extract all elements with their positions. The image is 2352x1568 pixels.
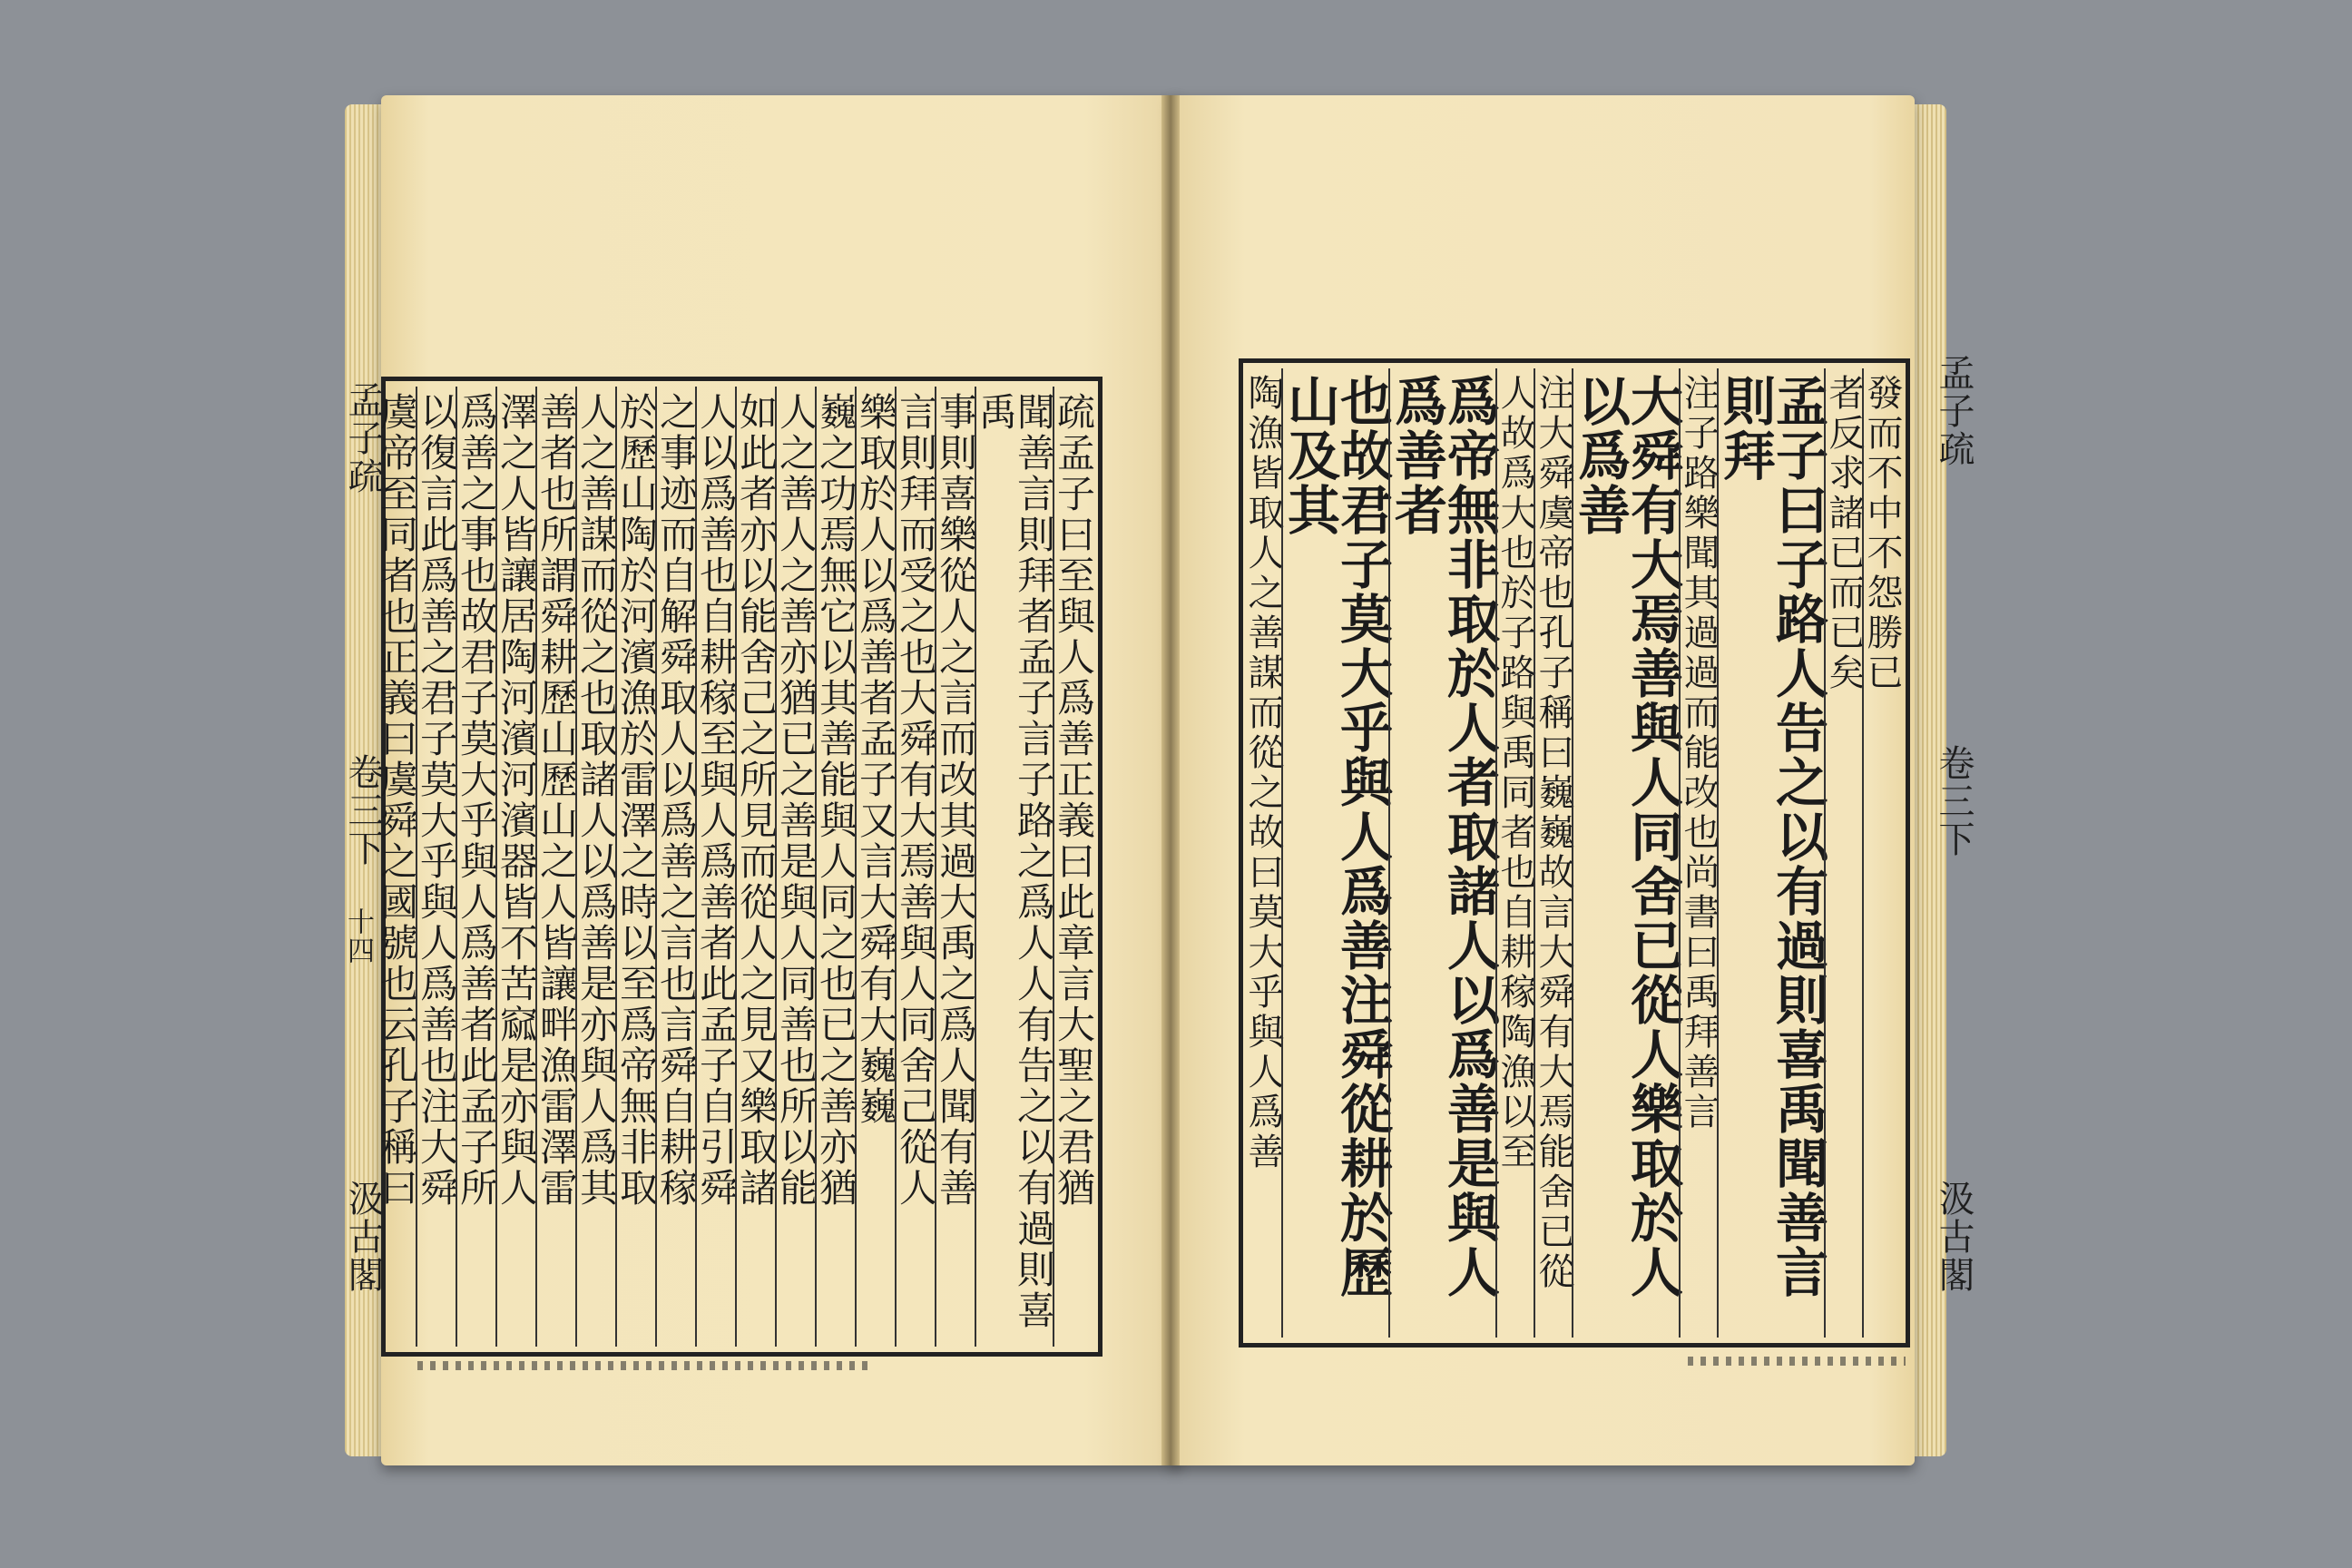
bleed-marks-right bbox=[1688, 1357, 1906, 1366]
left-text-column: 巍之功焉無它以其善能與人同之也已之善亦猶 bbox=[815, 387, 855, 1347]
right-text-column: 注子路樂聞其過過而能改也尚書曰禹拜善言 bbox=[1679, 368, 1717, 1338]
left-text-column: 人之善謀而從之也取諸人以爲善是亦與人爲其 bbox=[575, 387, 615, 1347]
left-margin-title: 孟子疏 bbox=[342, 381, 384, 495]
right-text-column: 大舜有大焉善與人同舍已從人樂取於人以爲善 bbox=[1572, 368, 1679, 1338]
left-text-column: 以復言此爲善之君子莫大乎與人爲善也注大舜 bbox=[416, 387, 456, 1347]
left-margin-chapter: 卷三下 bbox=[342, 753, 384, 867]
left-text-column: 事則喜樂從人之言而改其過大禹之爲人聞有善 bbox=[935, 387, 975, 1347]
right-text-column: 人故爲大也於子路與禹同者也自耕稼陶漁以至 bbox=[1495, 368, 1534, 1338]
left-text-column: 疏孟子曰至與人爲善正義曰此章言大聖之君猶 bbox=[1053, 387, 1093, 1347]
right-text-column: 爲帝無非取於人者取諸人以爲善是與人爲善者 bbox=[1388, 368, 1495, 1338]
bleed-marks-left bbox=[417, 1361, 871, 1370]
left-text-column: 爲善之事也故君子莫大乎與人爲善者此孟子所 bbox=[456, 387, 495, 1347]
left-text-column: 虞帝至同者也正義曰虞舜之國號也云孔子稱曰 bbox=[375, 392, 419, 1209]
left-margin-publisher: 汲古閣 bbox=[342, 1180, 384, 1294]
left-text-column: 善者也所謂舜耕歷山歷山之人皆讓畔漁雷澤雷 bbox=[535, 387, 575, 1347]
left-text-column: 澤之人皆讓居陶河濱河濱器皆不苦窳是亦與人 bbox=[495, 387, 535, 1347]
right-text-columns bbox=[1242, 368, 1903, 1338]
left-text-column: 人之善人之善亦猶已之善是與人同善也所以能 bbox=[775, 387, 815, 1347]
right-text-column: 注大舜虞帝也孔子稱曰巍巍故言大舜有大焉能舍已從 bbox=[1534, 368, 1572, 1338]
right-margin-publisher: 汲古閣 bbox=[1933, 1180, 1975, 1294]
right-margin-title: 孟子疏 bbox=[1933, 354, 1975, 468]
right-text-column: 發而不中不怨勝已 bbox=[1862, 368, 1900, 1338]
book-spine bbox=[1161, 95, 1180, 1465]
left-margin-page: 十四 bbox=[342, 907, 374, 965]
right-text-frame bbox=[1239, 358, 1910, 1348]
left-text-columns bbox=[375, 387, 1096, 1347]
right-text-column: 也故君子莫大乎與人爲善注舜從耕於歷山及其 bbox=[1281, 368, 1388, 1338]
left-text-column: 之事迹而自解舜取人以爲善之言也言舜自耕稼 bbox=[655, 387, 695, 1347]
right-text-column: 者反求諸已而已矣 bbox=[1824, 368, 1862, 1338]
left-text-column: 聞善言則拜者孟子言子路之爲人人有告之以有過則喜禹 bbox=[975, 387, 1053, 1347]
left-text-column: 如此者亦以能舍己之所見而從人之見又樂取諸 bbox=[735, 387, 775, 1347]
left-text-column: 於歷山陶於河濱漁於雷澤之時以至爲帝無非取 bbox=[615, 387, 655, 1347]
right-margin-chapter: 卷三下 bbox=[1933, 744, 1975, 858]
left-text-frame bbox=[375, 377, 1102, 1357]
right-text-column: 孟子曰子路人告之以有過則喜禹聞善言則拜 bbox=[1717, 368, 1824, 1338]
left-text-column: 人以爲善也自耕稼至與人爲善者此孟子自引舜 bbox=[695, 387, 735, 1347]
right-text-column: 陶漁皆取人之善謀而從之故曰莫大乎與人爲善 bbox=[1242, 374, 1284, 1172]
left-text-column: 言則拜而受之也大舜有大焉善與人同舍己從人 bbox=[895, 387, 935, 1347]
left-text-column: 樂取於人以爲善者孟子又言大舜有大巍巍 bbox=[855, 387, 895, 1347]
